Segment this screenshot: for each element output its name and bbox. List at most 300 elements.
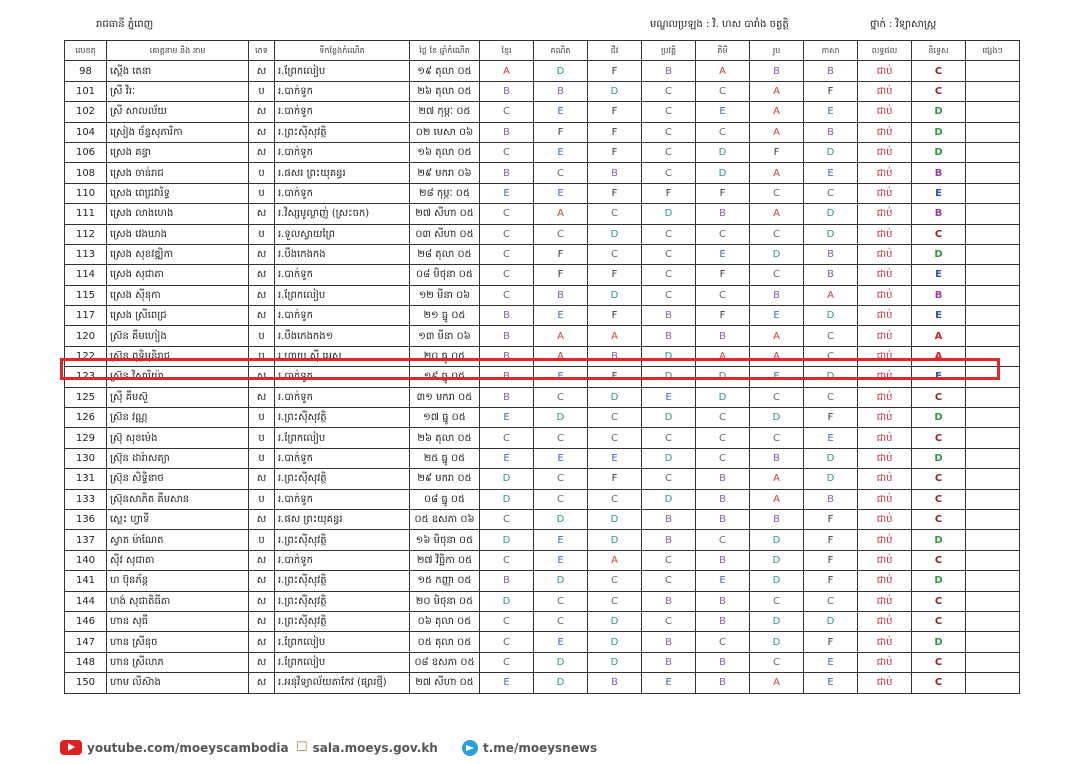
result-status: ជាប់: [858, 387, 912, 407]
sex: ស: [249, 632, 275, 652]
subject-grade: C: [696, 448, 750, 468]
seat-number: 120: [65, 326, 107, 346]
table-row: [65, 387, 1020, 407]
subject-grade: B: [480, 571, 534, 591]
subject-grade: A: [750, 489, 804, 509]
student-name: ស្លេះ ហ្វាទី: [107, 509, 249, 529]
subject-grade: C: [696, 428, 750, 448]
result-status: ជាប់: [858, 142, 912, 162]
seat-number: 125: [65, 387, 107, 407]
table-row: [65, 652, 1020, 672]
birth-place: រ.ផស ព្រះយុគន្ធរ: [275, 509, 410, 529]
birth-date: ០៦ តុលា ០៥: [410, 611, 480, 631]
sex: ប: [249, 530, 275, 550]
birth-place: រ.បាក់ទូក: [275, 306, 410, 326]
result-status: ជាប់: [858, 632, 912, 652]
subject-grade: E: [750, 367, 804, 387]
remarks: [966, 387, 1020, 407]
overall-grade: B: [912, 204, 966, 224]
seat-number: 141: [65, 571, 107, 591]
birth-date: ២៧ វិច្ឆិកា ០៥: [410, 550, 480, 570]
subject-grade: F: [804, 530, 858, 550]
remarks: [966, 571, 1020, 591]
sex: ស: [249, 142, 275, 162]
remarks: [966, 224, 1020, 244]
column-header: ទីកន្លែងកំណើត: [275, 41, 410, 61]
subject-grade: A: [534, 326, 588, 346]
remarks: [966, 306, 1020, 326]
subject-grade: B: [804, 265, 858, 285]
subject-grade: E: [534, 183, 588, 203]
overall-grade: C: [912, 550, 966, 570]
subject-grade: C: [642, 224, 696, 244]
birth-date: ៣១ មករា ០៥: [410, 387, 480, 407]
result-status: ជាប់: [858, 102, 912, 122]
seat-number: 110: [65, 183, 107, 203]
seat-number: 133: [65, 489, 107, 509]
subject-grade: C: [696, 122, 750, 142]
table-row: [65, 448, 1020, 468]
column-header: និទ្ទេស: [912, 41, 966, 61]
seat-number: 112: [65, 224, 107, 244]
sex: ស: [249, 61, 275, 81]
student-name: ស្រេង គន្ធា: [107, 142, 249, 162]
birth-place: រ.បាក់ទូក: [275, 142, 410, 162]
result-status: ជាប់: [858, 163, 912, 183]
subject-grade: E: [534, 102, 588, 122]
subject-grade: B: [696, 509, 750, 529]
subject-grade: B: [534, 81, 588, 101]
subject-grade: B: [750, 509, 804, 529]
birth-date: ២៧ សីហា ០៥: [410, 673, 480, 693]
subject-grade: D: [642, 408, 696, 428]
table-row: [65, 244, 1020, 264]
student-name: ស្តើង តេនា: [107, 61, 249, 81]
subject-grade: D: [480, 530, 534, 550]
subject-grade: F: [588, 306, 642, 326]
table-header-row: [65, 41, 1020, 61]
subject-grade: A: [696, 61, 750, 81]
birth-date: ២៦ តុលា ០៥: [410, 81, 480, 101]
subject-grade: C: [642, 122, 696, 142]
subject-grade: A: [588, 326, 642, 346]
column-header: លេខតុ: [65, 41, 107, 61]
subject-grade: D: [480, 469, 534, 489]
subject-grade: F: [588, 142, 642, 162]
student-name: ស្រេង លាងហេង: [107, 204, 249, 224]
birth-place: រ.បឹងកេងកង: [275, 244, 410, 264]
table-row: [65, 591, 1020, 611]
table-row: [65, 571, 1020, 591]
overall-grade: C: [912, 509, 966, 529]
overall-grade: C: [912, 652, 966, 672]
subject-grade: B: [750, 61, 804, 81]
student-name: ស្វាត ម៉ាណែត: [107, 530, 249, 550]
subject-grade: B: [642, 306, 696, 326]
subject-grade: D: [750, 244, 804, 264]
overall-grade: C: [912, 224, 966, 244]
birth-date: ១៩ តុលា ០៥: [410, 61, 480, 81]
sex: ប: [249, 183, 275, 203]
subject-grade: C: [696, 224, 750, 244]
subject-grade: B: [642, 509, 696, 529]
student-name: ស្រ៊ន វិសារិយ៉ា: [107, 367, 249, 387]
telegram-link[interactable]: [462, 740, 597, 756]
student-name: ស៊្រុន ដារ៉ាសត្យា: [107, 448, 249, 468]
subject-grade: F: [588, 102, 642, 122]
subject-grade: D: [642, 204, 696, 224]
sex: ប: [249, 489, 275, 509]
overall-grade: E: [912, 306, 966, 326]
seat-number: 102: [65, 102, 107, 122]
telegram-icon: [462, 740, 478, 756]
student-name: ស្រេង សុខវឌ្ឍិកា: [107, 244, 249, 264]
birth-date: ២៨ កុម្ភៈ ០៥: [410, 183, 480, 203]
remarks: [966, 142, 1020, 162]
subject-grade: E: [696, 571, 750, 591]
birth-place: រ.ព្រះស៊ីសុវត្ថិ: [275, 571, 410, 591]
subject-grade: F: [642, 183, 696, 203]
subject-grade: F: [588, 61, 642, 81]
overall-grade: A: [912, 326, 966, 346]
birth-date: ២៥ ធ្នូ ០៥: [410, 448, 480, 468]
birth-date: ០៨ មិថុនា ០៥: [410, 265, 480, 285]
remarks: [966, 448, 1020, 468]
birth-date: ២៧ សីហា ០៥: [410, 204, 480, 224]
subject-grade: D: [750, 571, 804, 591]
subject-grade: A: [750, 102, 804, 122]
sex: ស: [249, 652, 275, 672]
sex: ប: [249, 326, 275, 346]
result-status: ជាប់: [858, 183, 912, 203]
birth-place: រ.ផសរ ព្រះយុគន្ធរ: [275, 163, 410, 183]
subject-grade: C: [588, 408, 642, 428]
subject-grade: C: [804, 183, 858, 203]
table-row: [65, 163, 1020, 183]
sex: ប: [249, 163, 275, 183]
subject-grade: D: [534, 509, 588, 529]
subject-grade: D: [804, 142, 858, 162]
overall-grade: C: [912, 61, 966, 81]
student-name: ស្រ៊ន គឹមហៀង: [107, 326, 249, 346]
subject-grade: F: [804, 550, 858, 570]
birth-place: រ.ព្រែកលៀប: [275, 428, 410, 448]
birth-place: រ.ព្រះស៊ីសុវត្ថិ: [275, 611, 410, 631]
overall-grade: D: [912, 448, 966, 468]
birth-date: ១៦ មិថុនា ០៥: [410, 530, 480, 550]
overall-grade: D: [912, 122, 966, 142]
student-name: ហាន ស្រីលាភ: [107, 652, 249, 672]
subject-grade: D: [804, 367, 858, 387]
subject-grade: C: [696, 408, 750, 428]
subject-grade: C: [750, 224, 804, 244]
subject-grade: A: [588, 550, 642, 570]
sex: ស: [249, 244, 275, 264]
table-row: [65, 489, 1020, 509]
result-status: ជាប់: [858, 346, 912, 366]
student-name: ស្រ៊ន វណ្ណ: [107, 408, 249, 428]
remarks: [966, 591, 1020, 611]
subject-grade: B: [804, 489, 858, 509]
birth-place: រ.ព្រែកលៀប: [275, 652, 410, 672]
birth-place: រ.ព្រះស៊ីសុវត្ថិ: [275, 408, 410, 428]
birth-date: ១៥ កញ្ញា ០៥: [410, 571, 480, 591]
remarks: [966, 408, 1020, 428]
remarks: [966, 183, 1020, 203]
sex: ស: [249, 469, 275, 489]
subject-grade: C: [642, 102, 696, 122]
sex: ស: [249, 122, 275, 142]
subject-grade: E: [642, 387, 696, 407]
subject-grade: B: [696, 591, 750, 611]
seat-number: 115: [65, 285, 107, 305]
subject-grade: C: [642, 550, 696, 570]
remarks: [966, 632, 1020, 652]
subject-grade: E: [480, 448, 534, 468]
birth-place: រ.បាក់ទូក: [275, 81, 410, 101]
remarks: [966, 326, 1020, 346]
sex: ស: [249, 265, 275, 285]
birth-date: ២១ ធ្នូ ០៥: [410, 306, 480, 326]
sex: ស: [249, 550, 275, 570]
birth-date: ២៧ កុម្ភៈ ០៥: [410, 102, 480, 122]
subject-grade: F: [804, 408, 858, 428]
subject-grade: C: [534, 469, 588, 489]
remarks: [966, 61, 1020, 81]
table-row: [65, 61, 1020, 81]
result-status: ជាប់: [858, 265, 912, 285]
subject-grade: C: [642, 285, 696, 305]
subject-grade: C: [750, 183, 804, 203]
student-name: ស្រី វិរៈ: [107, 81, 249, 101]
subject-grade: D: [804, 611, 858, 631]
seat-number: 136: [65, 509, 107, 529]
birth-place: រ.ព្រែកលៀប: [275, 632, 410, 652]
student-name: ហាន សុធី: [107, 611, 249, 631]
birth-date: ២៦ តុលា ០៥: [410, 428, 480, 448]
subject-grade: D: [696, 142, 750, 162]
birth-place: រ.ហាយ ស៊ី អេស: [275, 346, 410, 366]
subject-grade: C: [696, 81, 750, 101]
overall-grade: D: [912, 102, 966, 122]
subject-grade: C: [642, 142, 696, 162]
youtube-text: youtube.com/moeyscambodia: [87, 740, 289, 755]
sex: ប: [249, 224, 275, 244]
subject-grade: D: [804, 448, 858, 468]
seat-number: 146: [65, 611, 107, 631]
result-status: ជាប់: [858, 81, 912, 101]
subject-grade: E: [480, 408, 534, 428]
remarks: [966, 122, 1020, 142]
subject-grade: E: [534, 448, 588, 468]
subject-grade: C: [534, 387, 588, 407]
subject-grade: F: [804, 571, 858, 591]
subject-grade: D: [480, 591, 534, 611]
result-status: ជាប់: [858, 122, 912, 142]
subject-grade: C: [642, 163, 696, 183]
subject-grade: C: [588, 204, 642, 224]
subject-grade: B: [696, 469, 750, 489]
birth-place: រ.វិស្សមូល្លាញ់ (ស្រះចក): [275, 204, 410, 224]
student-name: ស្រេង សុជាតា: [107, 265, 249, 285]
table-row: [65, 408, 1020, 428]
result-status: ជាប់: [858, 367, 912, 387]
birth-date: ២៩ មករា ០៦: [410, 163, 480, 183]
subject-grade: B: [480, 346, 534, 366]
remarks: [966, 204, 1020, 224]
subject-grade: D: [534, 673, 588, 693]
overall-grade: C: [912, 81, 966, 101]
table-row: [65, 306, 1020, 326]
subject-grade: B: [804, 61, 858, 81]
subject-grade: E: [534, 142, 588, 162]
sex: ស: [249, 387, 275, 407]
student-name: ស្រេង ពេជ្រវារិទ្ធ: [107, 183, 249, 203]
subject-grade: A: [750, 163, 804, 183]
subject-grade: C: [642, 265, 696, 285]
subject-grade: D: [588, 611, 642, 631]
overall-grade: D: [912, 571, 966, 591]
overall-grade: C: [912, 387, 966, 407]
column-header: ភាសា: [804, 41, 858, 61]
subject-grade: D: [642, 367, 696, 387]
subject-grade: D: [534, 408, 588, 428]
subject-grade: B: [804, 244, 858, 264]
subject-grade: C: [804, 346, 858, 366]
remarks: [966, 285, 1020, 305]
subject-grade: C: [534, 224, 588, 244]
birth-date: ០៥ តុលា ០៥: [410, 632, 480, 652]
student-name: ស្រេង វេងឃាង: [107, 224, 249, 244]
birth-place: រ.ព្រះស៊ីសុវត្ថិ: [275, 469, 410, 489]
subject-grade: D: [588, 81, 642, 101]
column-header: លទ្ធផល: [858, 41, 912, 61]
subject-grade: C: [588, 489, 642, 509]
seat-number: 130: [65, 448, 107, 468]
overall-grade: C: [912, 611, 966, 631]
subject-grade: B: [696, 673, 750, 693]
result-status: ជាប់: [858, 285, 912, 305]
seat-number: 113: [65, 244, 107, 264]
subject-grade: B: [642, 652, 696, 672]
subject-grade: B: [480, 81, 534, 101]
sex: ប: [249, 81, 275, 101]
subject-grade: C: [750, 652, 804, 672]
student-name: ហាម លីស៊ាង: [107, 673, 249, 693]
subject-grade: A: [696, 346, 750, 366]
subject-grade: B: [696, 326, 750, 346]
subject-grade: D: [804, 306, 858, 326]
birth-place: រ.បាក់ទូក: [275, 489, 410, 509]
subject-grade: E: [804, 673, 858, 693]
subject-grade: D: [642, 346, 696, 366]
table-row: [65, 142, 1020, 162]
subject-grade: A: [750, 204, 804, 224]
remarks: [966, 244, 1020, 264]
subject-grade: D: [750, 632, 804, 652]
subject-grade: F: [588, 122, 642, 142]
subject-grade: C: [642, 469, 696, 489]
subject-grade: E: [534, 367, 588, 387]
subject-grade: E: [534, 530, 588, 550]
subject-grade: F: [588, 367, 642, 387]
subject-grade: D: [480, 489, 534, 509]
subject-grade: E: [480, 673, 534, 693]
remarks: [966, 673, 1020, 693]
sex: ស: [249, 367, 275, 387]
overall-grade: D: [912, 408, 966, 428]
subject-grade: B: [480, 122, 534, 142]
birth-place: រ.បាក់ទូក: [275, 367, 410, 387]
subject-grade: E: [804, 163, 858, 183]
birth-date: ០២ មេសា ០៦: [410, 122, 480, 142]
result-status: ជាប់: [858, 673, 912, 693]
table-row: [65, 530, 1020, 550]
overall-grade: E: [912, 183, 966, 203]
subject-grade: B: [642, 326, 696, 346]
subject-grade: D: [534, 61, 588, 81]
subject-grade: E: [480, 183, 534, 203]
row-highlight-box: [60, 358, 1000, 380]
sala-link[interactable]: [296, 740, 438, 755]
subject-grade: B: [804, 122, 858, 142]
subject-grade: C: [480, 204, 534, 224]
birth-date: ២៨ តុលា ០៥: [410, 244, 480, 264]
student-name: ស្រៀង ច័ន្ទសុភារិកា: [107, 122, 249, 142]
subject-grade: B: [588, 673, 642, 693]
subject-grade: C: [480, 142, 534, 162]
subject-grade: D: [588, 387, 642, 407]
birth-date: ០៨ ឧសភា ០៥: [410, 652, 480, 672]
subject-grade: D: [750, 530, 804, 550]
overall-grade: E: [912, 265, 966, 285]
result-status: ជាប់: [858, 448, 912, 468]
seat-number: 114: [65, 265, 107, 285]
student-name: ស្រ៊ន ពុទ្ធិមុនិរាជ: [107, 346, 249, 366]
subject-grade: B: [642, 61, 696, 81]
birth-date: ១៩ ធ្នូ ០៥: [410, 367, 480, 387]
subject-grade: C: [642, 611, 696, 631]
column-header: គោត្តនាម និង នាម: [107, 41, 249, 61]
birth-date: ២០ ធ្នូ ០៥: [410, 346, 480, 366]
subject-grade: F: [804, 81, 858, 101]
subject-grade: C: [642, 428, 696, 448]
subject-grade: B: [588, 346, 642, 366]
subject-grade: E: [804, 652, 858, 672]
overall-grade: D: [912, 530, 966, 550]
seat-number: 117: [65, 306, 107, 326]
subject-grade: C: [696, 530, 750, 550]
subject-grade: B: [750, 448, 804, 468]
student-name: ស្រី សាលល័យ: [107, 102, 249, 122]
seat-number: 98: [65, 61, 107, 81]
subject-grade: F: [588, 265, 642, 285]
youtube-link[interactable]: [60, 740, 289, 755]
remarks: [966, 469, 1020, 489]
remarks: [966, 652, 1020, 672]
subject-grade: D: [588, 285, 642, 305]
student-name: ស្រេង ចាន់រាជ: [107, 163, 249, 183]
sex: ស: [249, 285, 275, 305]
subject-grade: C: [534, 591, 588, 611]
subject-grade: C: [480, 550, 534, 570]
subject-grade: B: [534, 285, 588, 305]
birth-place: រ.បាក់ទូក: [275, 183, 410, 203]
student-name: ស្រ៊ី គឹមស៊ួ: [107, 387, 249, 407]
result-status: ជាប់: [858, 571, 912, 591]
result-status: ជាប់: [858, 408, 912, 428]
subject-grade: E: [804, 428, 858, 448]
